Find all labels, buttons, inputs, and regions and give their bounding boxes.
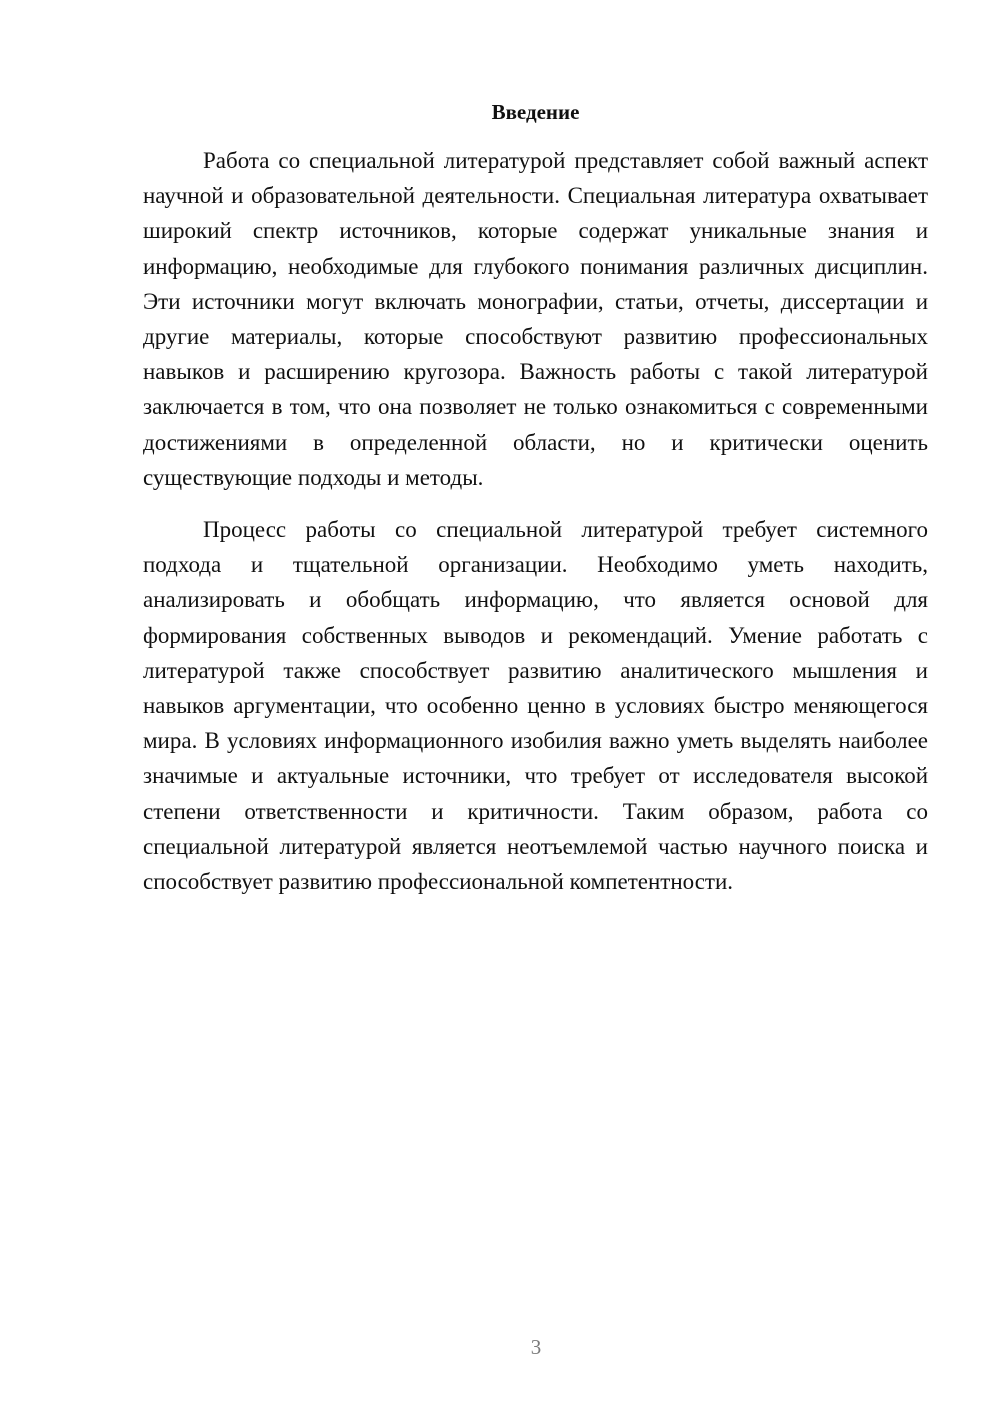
page-number: 3 (530, 1335, 542, 1359)
section-title: Введение (491, 100, 580, 124)
paragraph: Процесс работы со специальной литературой требует системного подхода и тщательной организации. Необходимо уметь находить, анализировать и обобщать информацию, что является основой для формирования собственных выводов и рекомендаций. Умение работать с литературой также способствует развитию аналитического мышления и навыков аргументации, что особенно ценно в условиях быстро меняющегося мира. В условиях информационного изобилия важно уметь выделять наиболее значимые и актуальные источники, что требует от исследователя высокой степени ответственности и критичности. Таким образом, работа со специальной литературой является неотъемлемой частью научного поиска и способствует развитию профессиональной компетентности. (143, 517, 928, 895)
body-text (143, 143, 928, 899)
paragraph: Работа со специальной литературой представляет собой важный аспект научной и образовательной деятельности. Специальная литература охватывает широкий спектр источников, которые содержат уникальные знания и информацию, необходимые для глубокого понимания различных дисциплин. Эти источники могут включать монографии, статьи, отчеты, диссертации и другие материалы, которые способствуют развитию профессиональных навыков и расширению кругозора. Важность работы с такой литературой заключается в том, что она позволяет не только ознакомиться с современными достижениями в определенной области, но и критически оценить существующие подходы и методы. (143, 148, 928, 490)
